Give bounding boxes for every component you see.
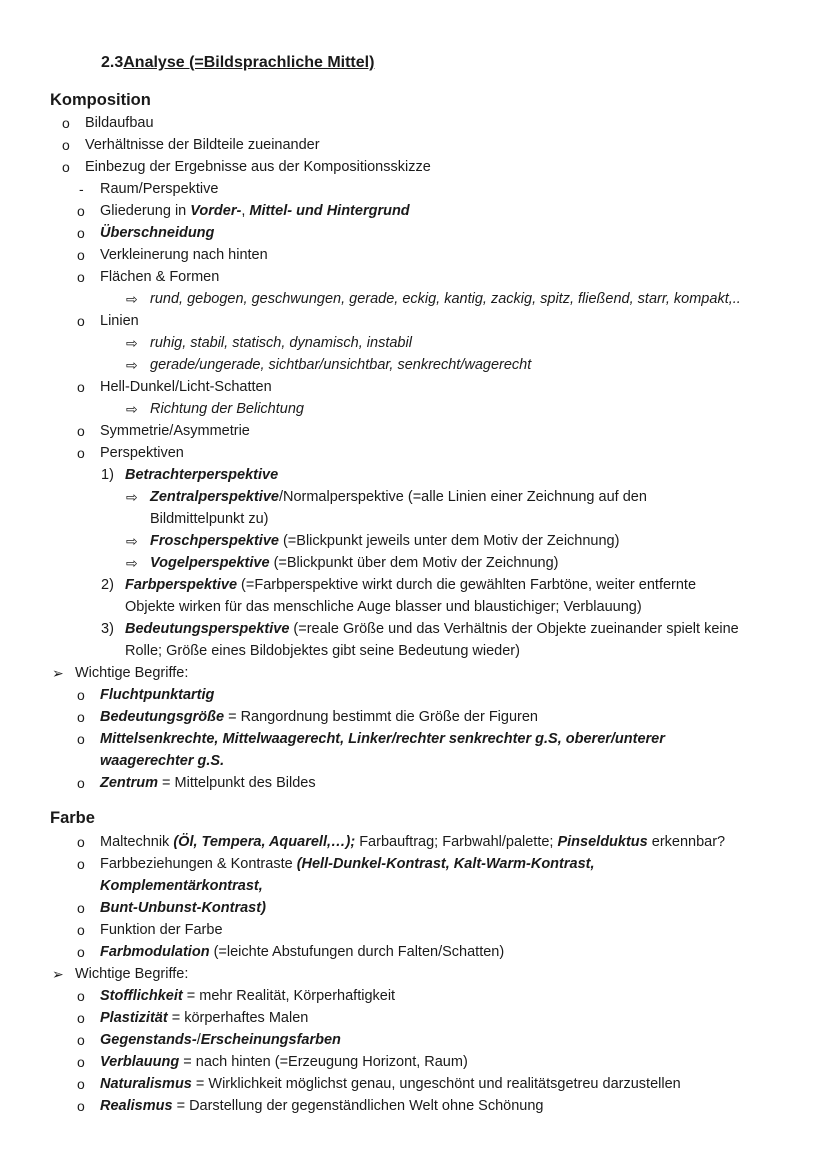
list-item: Gliederung in Vorder-, Mittel- und Hintergrund bbox=[100, 203, 410, 219]
list-item: gerade/ungerade, sichtbar/unsichtbar, senkrecht/wagerecht bbox=[150, 357, 532, 373]
subheading: Wichtige Begriffe: bbox=[75, 966, 189, 982]
section-number: 2.3 bbox=[101, 54, 124, 71]
list-item: Linien bbox=[100, 313, 139, 329]
circle-bullet-icon: o bbox=[77, 445, 85, 461]
arrowhead-bullet-icon: ➢ bbox=[52, 966, 64, 982]
list-item-continuation: waagerechter g.S. bbox=[100, 753, 225, 769]
arrow-bullet-icon: ⇨ bbox=[126, 555, 138, 571]
circle-bullet-icon: o bbox=[77, 944, 85, 960]
circle-bullet-icon: o bbox=[77, 687, 85, 703]
list-item: Einbezug der Ergebnisse aus der Kompositionsskizze bbox=[85, 159, 431, 175]
list-item: Froschperspektive (=Blickpunkt jeweils unter dem Motiv der Zeichnung) bbox=[150, 533, 620, 549]
dash-bullet-icon: - bbox=[79, 181, 84, 197]
circle-bullet-icon: o bbox=[77, 379, 85, 395]
list-item: Mittelsenkrechte, Mittelwaagerecht, Linker/rechter senkrechter g.S, oberer/unterer bbox=[100, 731, 665, 747]
list-item-continuation: Objekte wirken für das menschliche Auge blasser und blaustichiger; Verblauung) bbox=[125, 599, 642, 615]
arrow-bullet-icon: ⇨ bbox=[126, 401, 138, 417]
arrow-bullet-icon: ⇨ bbox=[126, 335, 138, 351]
list-item: Farbperspektive (=Farbperspektive wirkt durch die gewählten Farbtöne, weiter entfernte bbox=[125, 577, 697, 593]
circle-bullet-icon: o bbox=[77, 1098, 85, 1114]
list-item: Bunt-Unbunst-Kontrast) bbox=[100, 900, 266, 916]
arrow-bullet-icon: ⇨ bbox=[126, 357, 138, 373]
list-number: 1) bbox=[101, 467, 114, 483]
list-item: Gegenstands-/Erscheinungsfarben bbox=[100, 1032, 341, 1048]
list-item: Flächen & Formen bbox=[100, 269, 220, 285]
list-item: Bildaufbau bbox=[85, 115, 154, 131]
list-item: Maltechnik (Öl, Tempera, Aquarell,…); Farbauftrag; Farbwahl/palette; Pinselduktus erkennbar? bbox=[100, 834, 726, 850]
circle-bullet-icon: o bbox=[77, 1032, 85, 1048]
circle-bullet-icon: o bbox=[77, 856, 85, 872]
list-item: Farbmodulation (=leichte Abstufungen durch Falten/Schatten) bbox=[100, 944, 505, 960]
list-item: Verblauung = nach hinten (=Erzeugung Horizont, Raum) bbox=[100, 1054, 468, 1070]
circle-bullet-icon: o bbox=[77, 731, 85, 747]
circle-bullet-icon: o bbox=[77, 1076, 85, 1092]
heading-komposition: Komposition bbox=[50, 91, 151, 109]
list-item: Stofflichkeit = mehr Realität, Körperhaftigkeit bbox=[100, 988, 396, 1004]
list-item: Hell-Dunkel/Licht-Schatten bbox=[100, 379, 272, 395]
list-item: Funktion der Farbe bbox=[100, 922, 223, 938]
list-item: Zentrum = Mittelpunkt des Bildes bbox=[100, 775, 316, 791]
list-item: ruhig, stabil, statisch, dynamisch, instabil bbox=[150, 335, 412, 351]
list-item: Richtung der Belichtung bbox=[150, 401, 304, 417]
list-item: rund, gebogen, geschwungen, gerade, eckig, kantig, zackig, spitz, fließend, starr, kompakt,.. bbox=[150, 291, 741, 307]
list-item: Symmetrie/Asymmetrie bbox=[100, 423, 250, 439]
circle-bullet-icon: o bbox=[62, 115, 70, 131]
circle-bullet-icon: o bbox=[77, 225, 85, 241]
list-item: Farbbeziehungen & Kontraste (Hell-Dunkel-Kontrast, Kalt-Warm-Kontrast, bbox=[100, 856, 595, 872]
list-item-continuation: Rolle; Größe eines Bildobjektes gibt seine Bedeutung wieder) bbox=[125, 643, 520, 659]
list-item-continuation: Bildmittelpunkt zu) bbox=[150, 511, 269, 527]
list-item: Vogelperspektive (=Blickpunkt über dem Motiv der Zeichnung) bbox=[150, 555, 559, 571]
list-item: Realismus = Darstellung der gegenständlichen Welt ohne Schönung bbox=[100, 1098, 544, 1114]
list-item: Fluchtpunktartig bbox=[100, 687, 215, 703]
list-item: Zentralperspektive/Normalperspektive (=alle Linien einer Zeichnung auf den bbox=[150, 489, 647, 505]
circle-bullet-icon: o bbox=[77, 423, 85, 439]
list-item: Bedeutungsgröße = Rangordnung bestimmt die Größe der Figuren bbox=[100, 709, 538, 725]
circle-bullet-icon: o bbox=[77, 922, 85, 938]
list-item: Perspektiven bbox=[100, 445, 184, 461]
circle-bullet-icon: o bbox=[77, 1010, 85, 1026]
circle-bullet-icon: o bbox=[77, 269, 85, 285]
arrow-bullet-icon: ⇨ bbox=[126, 533, 138, 549]
circle-bullet-icon: o bbox=[77, 709, 85, 725]
circle-bullet-icon: o bbox=[77, 313, 85, 329]
arrow-bullet-icon: ⇨ bbox=[126, 489, 138, 505]
section-title: Analyse (=Bildsprachliche Mittel) bbox=[123, 54, 375, 71]
heading-farbe: Farbe bbox=[50, 809, 95, 827]
circle-bullet-icon: o bbox=[77, 900, 85, 916]
list-item: Plastizität = körperhaftes Malen bbox=[100, 1010, 309, 1026]
circle-bullet-icon: o bbox=[77, 203, 85, 219]
list-item: Raum/Perspektive bbox=[100, 181, 219, 197]
arrow-bullet-icon: ⇨ bbox=[126, 291, 138, 307]
list-number: 3) bbox=[101, 621, 114, 637]
list-item-continuation: Komplementärkontrast, bbox=[100, 878, 263, 894]
circle-bullet-icon: o bbox=[62, 159, 70, 175]
circle-bullet-icon: o bbox=[77, 988, 85, 1004]
arrowhead-bullet-icon: ➢ bbox=[52, 665, 64, 681]
circle-bullet-icon: o bbox=[77, 834, 85, 850]
circle-bullet-icon: o bbox=[62, 137, 70, 153]
list-item: Betrachterperspektive bbox=[125, 467, 279, 483]
subheading: Wichtige Begriffe: bbox=[75, 665, 189, 681]
list-item: Verhältnisse der Bildteile zueinander bbox=[85, 137, 320, 153]
list-item: Verkleinerung nach hinten bbox=[100, 247, 268, 263]
list-item: Bedeutungsperspektive (=reale Größe und das Verhältnis der Objekte zueinander spielt keine bbox=[125, 621, 739, 637]
page-title bbox=[101, 52, 374, 74]
list-number: 2) bbox=[101, 577, 114, 593]
circle-bullet-icon: o bbox=[77, 1054, 85, 1070]
list-item: Naturalismus = Wirklichkeit möglichst genau, ungeschönt und realitätsgetreu darzustellen bbox=[100, 1076, 681, 1092]
circle-bullet-icon: o bbox=[77, 775, 85, 791]
list-item: Überschneidung bbox=[100, 225, 215, 241]
circle-bullet-icon: o bbox=[77, 247, 85, 263]
